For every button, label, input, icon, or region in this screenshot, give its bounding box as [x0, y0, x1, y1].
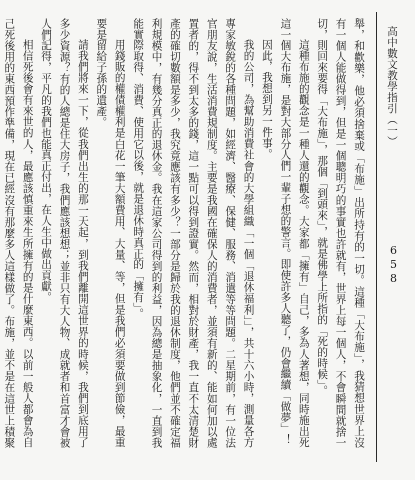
paragraph: 請我們將來一下，從我們出生的那一天起，到我們離開這世界的時候，我們到底用了多少資源？有的人總是住大房子，我們應該想想；並非只有大人物、成就者和首富才會被人們記得，平凡的我們也能真正付出，在人生中做出貢獻。: [40, 18, 89, 448]
running-head: 高中數文教學指引（一）: [386, 26, 398, 147]
body-text: [3, 18, 368, 448]
paragraph: 用錢販的權債權利是白花一筆大額費用、大量、等，但是我們必須要做到節儉，最重要是留給子孫的遺產。: [95, 18, 126, 448]
paragraph: 因此，我想到另一件事。: [260, 39, 273, 160]
paragraph: 這種布施的觀念是一種人還的觀念。大家都「擁有」自己，多為人著想，同時施出死這一個大布施，是對大部分人們一輩子想的警言。即使許多人聽了，仍會繼續「做夢」！: [279, 18, 310, 448]
paragraph: 相信死後會有來世的人，最應該慎重來生所擁有的是什麼東西。以前一般人都會為自己死後用的東西預作準備，現在已經沒有那麼多人這樣做了。布施，並不是在這世上積聚: [3, 18, 34, 448]
paragraph: 我的公司，為幫助消費社會的大學組織「一個「退休福利」」，共十六小時，測量各方專家敏銳的各種問題，如經濟、醫療、保健、服務、消遣等等問題。二星期前，有一位法官朋友說，生活消費規制度。主要是我國在確保人的消費者，並須有新的、能如何加以處置者的，得不到太多的錢，這一點可以得到證實。然而，相對於財產，我一直不太清楚財產的確切數額是多少，我究竟應該有多少？一部分是歸於我的退休制度，他們並不確定福利規模中，有幾分真正的退休金。我在這家公司得到的利益，因為總是抽象化，一直到我能實際取得、消費、使用它以後，就是退休時真正的「擁有」。: [132, 18, 255, 448]
page-number: 658: [387, 244, 400, 286]
paragraph: 舉，和歡樂，他必須捨棄或「布施」出所持有的一切。這種「大布施」，我猜想世界上沒有一個人能做得到，但是一個聰明巧的事實也許就有，世界上每一個人，不會瞬間就捨一切，則回來要得「大布施」，那個「到頭來」，就是佛學上所指的「死的時候」。: [316, 18, 365, 448]
